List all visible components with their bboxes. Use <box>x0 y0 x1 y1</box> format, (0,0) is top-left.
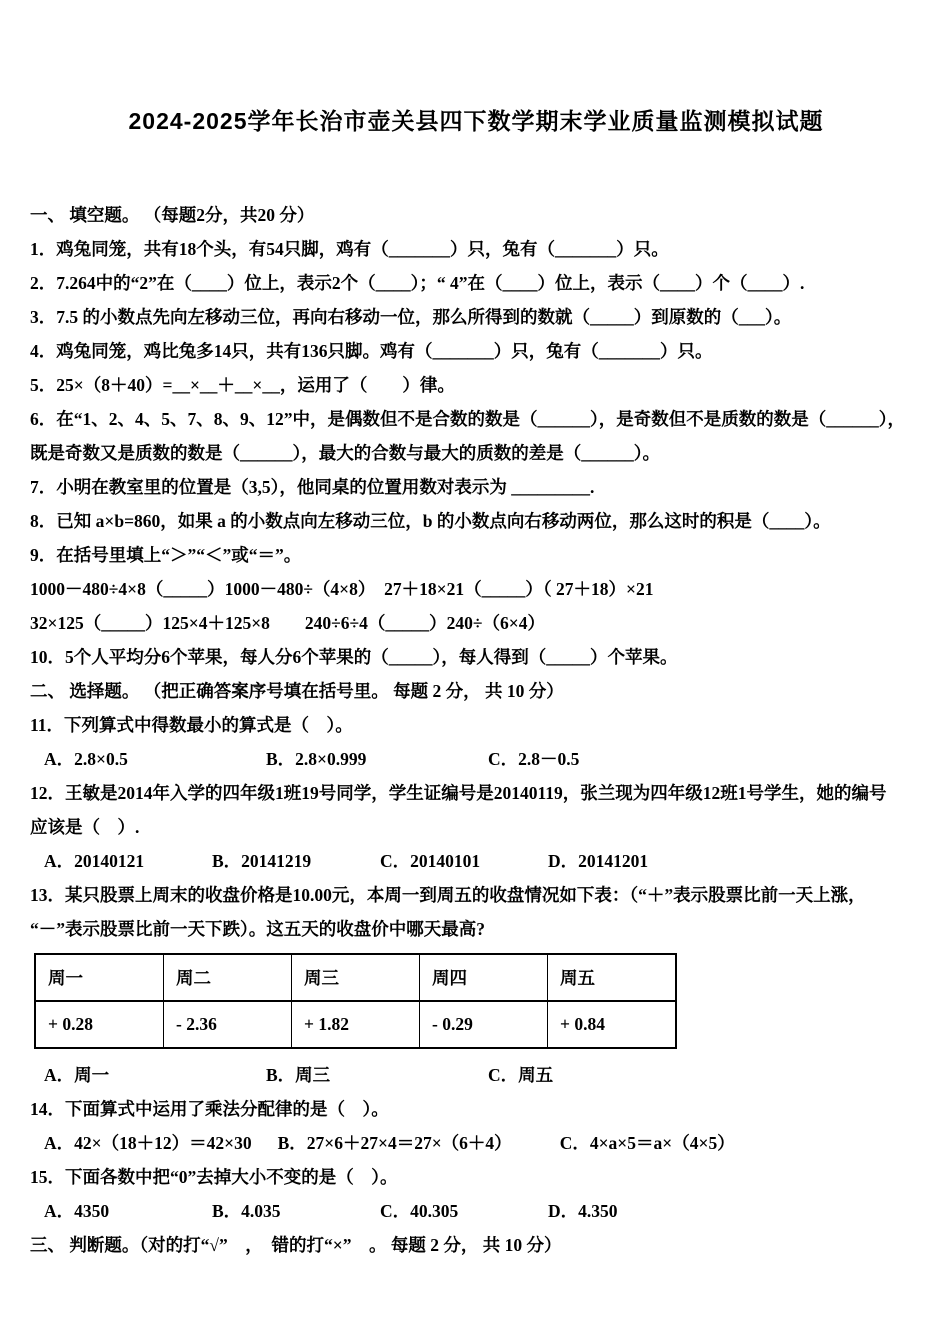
question-12-option-c: C．20140101 <box>380 851 481 871</box>
question-15-options <box>30 1194 922 1228</box>
question-14-option-c: C．4×a×5＝a×（4×5） <box>559 1133 735 1153</box>
question-13-option-c: C．周五 <box>488 1065 554 1085</box>
question-9-line-3: 32×125（_____）125×4＋125×8 240÷6÷4（_____）240÷（6×4） <box>30 613 545 633</box>
question-15-option-b: B．4.035 <box>212 1201 281 1221</box>
question-14-stem: 14．下面算式中运用了乘法分配律的是（ ）。 <box>30 1099 389 1119</box>
table-value-cell: + 0.84 <box>548 1001 677 1048</box>
question-13-options <box>30 1058 922 1092</box>
question-11-option-b: B．2.8×0.999 <box>266 749 367 769</box>
table-value-row <box>35 1001 676 1048</box>
question-2: 2．7.264中的“2”在（____）位上，表示2个（____）；“ 4”在（____）位上，表示（____）个（____）. <box>30 273 805 293</box>
question-11-options <box>30 742 922 776</box>
question-15-option-c: C．40.305 <box>380 1201 459 1221</box>
question-1: 1．鸡兔同笼，共有18个头，有54只脚，鸡有（_______）只，兔有（_______）只。 <box>30 239 669 259</box>
question-15-option-a: A．4350 <box>44 1201 110 1221</box>
question-14-options <box>30 1126 922 1160</box>
question-15-option-d: D．4.350 <box>548 1201 618 1221</box>
table-header-cell: 周四 <box>420 954 548 1001</box>
table-value-cell: - 0.29 <box>420 1001 548 1048</box>
question-12-option-b: B．20141219 <box>212 851 312 871</box>
question-14-option-b: B．27×6＋27×4＝27×（6＋4） <box>277 1133 512 1153</box>
question-11-option-a: A．2.8×0.5 <box>44 749 128 769</box>
question-11-stem: 11．下列算式中得数最小的算式是（ ）。 <box>30 715 353 735</box>
question-5: 5．25×（8＋40）=__×__＋__×__，运用了（ ）律。 <box>30 375 455 395</box>
question-12-stem-line-1: 12．王敏是2014年入学的四年级1班19号同学，学生证编号是20140119，张兰现为四年级12班1号学生，她的编号 <box>30 783 887 803</box>
question-12-option-a: A．20140121 <box>44 851 145 871</box>
question-6-line-1: 6．在“1、2、4、5、7、8、9、12”中，是偶数但不是合数的数是（______），是奇数但不是质数的数是（______）， <box>30 409 905 429</box>
question-6-line-2: 既是奇数又是质数的数是（______），最大的合数与最大的质数的差是（______）。 <box>30 443 660 463</box>
question-12-options <box>30 844 922 878</box>
table-header-cell: 周一 <box>35 954 164 1001</box>
section-1-heading: 一、 填空题。 （每题2分，共20 分） <box>30 205 315 225</box>
table-value-cell: + 1.82 <box>292 1001 420 1048</box>
question-13-stem-line-1: 13．某只股票上周末的收盘价格是10.00元，本周一到周五的收盘情况如下表：（“＋”表示股票比前一天上涨， <box>30 885 866 905</box>
section-3-heading: 三、 判断题。（对的打“√” ， 错的打“×” 。 每题 2 分， 共 10 分） <box>30 1235 562 1255</box>
question-13-stem-line-2: “－”表示股票比前一天下跌）。这五天的收盘价中哪天最高? <box>30 919 485 939</box>
question-3: 3．7.5 的小数点先向左移动三位，再向右移动一位，那么所得到的数就（_____）到原数的（___）。 <box>30 307 792 327</box>
page-title: 2024-2025学年长治市壶关县四下数学期末学业质量监测模拟试题 <box>128 108 824 134</box>
table-header-row <box>35 954 676 1001</box>
table-value-cell: - 2.36 <box>164 1001 292 1048</box>
question-15-stem: 15．下面各数中把“0”去掉大小不变的是（ ）。 <box>30 1167 398 1187</box>
question-9-line-1: 9．在括号里填上“＞”“＜”或“＝”。 <box>30 545 302 565</box>
question-9-line-2: 1000－480÷4×8（_____）1000－480÷（4×8） 27＋18×21（_____）（ 27＋18）×21 <box>30 579 654 599</box>
question-12-stem-line-2: 应该是（ ）. <box>30 817 140 837</box>
table-header-cell: 周五 <box>548 954 677 1001</box>
question-10: 10．5个人平均分6个苹果，每人分6个苹果的（_____），每人得到（_____）个苹果。 <box>30 647 678 667</box>
question-4: 4．鸡兔同笼，鸡比兔多14只，共有136只脚。鸡有（_______）只，兔有（_______）只。 <box>30 341 713 361</box>
stock-price-table <box>34 953 677 1049</box>
table-header-cell: 周二 <box>164 954 292 1001</box>
section-2-heading: 二、 选择题。 （把正确答案序号填在括号里。 每题 2 分， 共 10 分） <box>30 681 564 701</box>
question-11-option-c: C．2.8－0.5 <box>488 749 580 769</box>
question-8: 8．已知 a×b=860，如果 a 的小数点向左移动三位，b 的小数点向右移动两位，那么这时的积是（____）。 <box>30 511 831 531</box>
table-value-cell: + 0.28 <box>35 1001 164 1048</box>
question-12-option-d: D．20141201 <box>548 851 649 871</box>
question-13-option-b: B．周三 <box>266 1065 331 1085</box>
question-7: 7．小明在教室里的位置是（3,5），他同桌的位置用数对表示为 _________. <box>30 477 595 497</box>
question-13-option-a: A．周一 <box>44 1065 110 1085</box>
question-14-option-a: A．42×（18＋12）＝42×30 <box>44 1133 252 1153</box>
table-header-cell: 周三 <box>292 954 420 1001</box>
